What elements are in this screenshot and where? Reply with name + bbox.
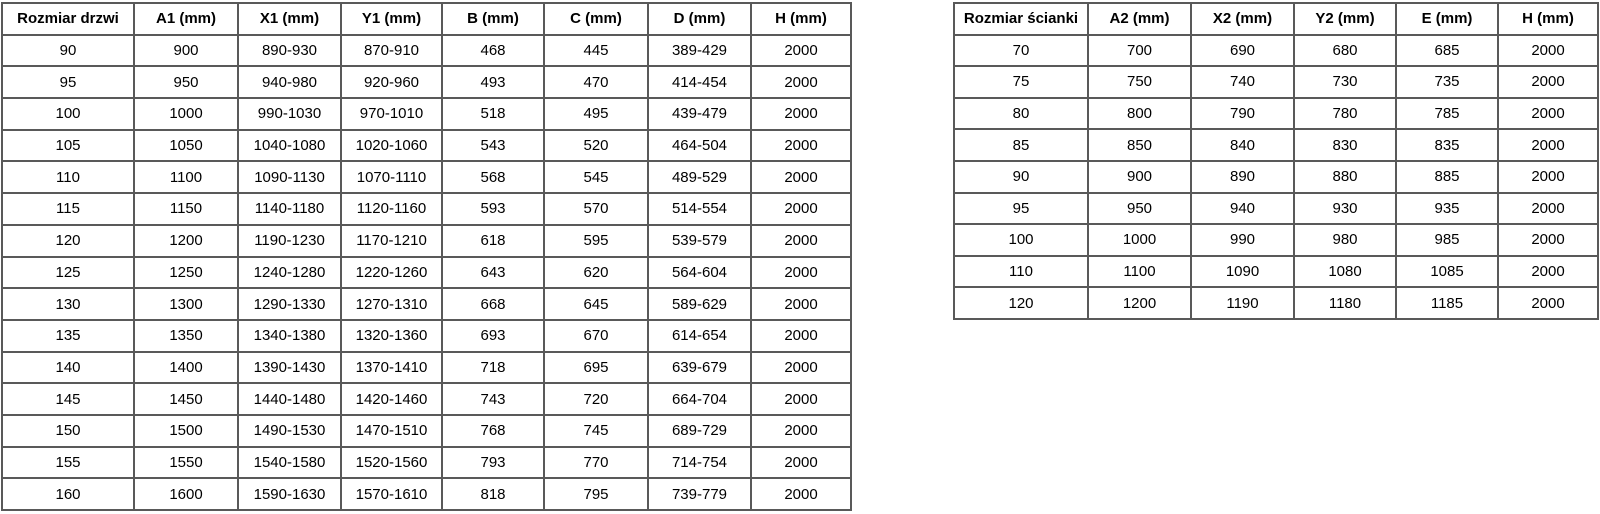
column-header: C (mm) xyxy=(544,3,648,35)
table-cell: 2000 xyxy=(751,352,851,384)
table-cell: 718 xyxy=(442,352,544,384)
table-cell: 1440-1480 xyxy=(238,383,341,415)
table-cell: 1590-1630 xyxy=(238,478,341,510)
table-cell: 695 xyxy=(544,352,648,384)
table-cell: 464-504 xyxy=(648,130,751,162)
table-cell: 870-910 xyxy=(341,35,442,67)
table-row xyxy=(954,35,1598,67)
table-cell: 990-1030 xyxy=(238,98,341,130)
table-cell: 780 xyxy=(1294,98,1396,130)
table-cell: 589-629 xyxy=(648,288,751,320)
table-cell: 2000 xyxy=(751,225,851,257)
table-cell: 120 xyxy=(954,287,1088,319)
table-cell: 668 xyxy=(442,288,544,320)
table-cell: 940 xyxy=(1191,193,1294,225)
table-cell: 514-554 xyxy=(648,193,751,225)
table-cell: 1150 xyxy=(134,193,238,225)
column-header: A2 (mm) xyxy=(1088,3,1191,35)
table-cell: 2000 xyxy=(751,257,851,289)
table-cell: 2000 xyxy=(751,98,851,130)
table-cell: 2000 xyxy=(1498,129,1598,161)
table-cell: 90 xyxy=(2,35,134,67)
table-cell: 120 xyxy=(2,225,134,257)
table-cell: 155 xyxy=(2,447,134,479)
table-cell: 539-579 xyxy=(648,225,751,257)
table-cell: 1185 xyxy=(1396,287,1498,319)
column-header: X2 (mm) xyxy=(1191,3,1294,35)
table-row xyxy=(954,161,1598,193)
header-row xyxy=(954,3,1598,35)
table-cell: 1540-1580 xyxy=(238,447,341,479)
table-cell: 990 xyxy=(1191,224,1294,256)
table-cell: 950 xyxy=(1088,193,1191,225)
table-cell: 1120-1160 xyxy=(341,193,442,225)
table-cell: 495 xyxy=(544,98,648,130)
table-cell: 1420-1460 xyxy=(341,383,442,415)
table-cell: 1020-1060 xyxy=(341,130,442,162)
table-cell: 100 xyxy=(2,98,134,130)
table-cell: 2000 xyxy=(1498,35,1598,67)
table-cell: 489-529 xyxy=(648,161,751,193)
table-cell: 768 xyxy=(442,415,544,447)
table-cell: 140 xyxy=(2,352,134,384)
table-cell: 1490-1530 xyxy=(238,415,341,447)
table-cell: 1080 xyxy=(1294,256,1396,288)
table-cell: 920-960 xyxy=(341,66,442,98)
table-cell: 1200 xyxy=(134,225,238,257)
column-header: H (mm) xyxy=(751,3,851,35)
table-cell: 1100 xyxy=(1088,256,1191,288)
table-cell: 880 xyxy=(1294,161,1396,193)
table-cell: 639-679 xyxy=(648,352,751,384)
table-cell: 2000 xyxy=(751,35,851,67)
table-cell: 2000 xyxy=(1498,224,1598,256)
table-cell: 439-479 xyxy=(648,98,751,130)
table-cell: 570 xyxy=(544,193,648,225)
column-header: Y2 (mm) xyxy=(1294,3,1396,35)
column-header: D (mm) xyxy=(648,3,751,35)
table-cell: 518 xyxy=(442,98,544,130)
table-cell: 1000 xyxy=(134,98,238,130)
column-header: A1 (mm) xyxy=(134,3,238,35)
table-cell: 785 xyxy=(1396,98,1498,130)
table-cell: 618 xyxy=(442,225,544,257)
table-row xyxy=(954,224,1598,256)
table-cell: 790 xyxy=(1191,98,1294,130)
table-cell: 614-654 xyxy=(648,320,751,352)
table-cell: 940-980 xyxy=(238,66,341,98)
table-cell: 1520-1560 xyxy=(341,447,442,479)
table-cell: 1190 xyxy=(1191,287,1294,319)
table-row xyxy=(2,193,851,225)
table-row xyxy=(2,415,851,447)
table-cell: 685 xyxy=(1396,35,1498,67)
table-cell: 643 xyxy=(442,257,544,289)
table-cell: 2000 xyxy=(751,478,851,510)
column-header: E (mm) xyxy=(1396,3,1498,35)
table-row xyxy=(954,129,1598,161)
table-cell: 985 xyxy=(1396,224,1498,256)
table-cell: 593 xyxy=(442,193,544,225)
table-cell: 818 xyxy=(442,478,544,510)
table-row xyxy=(954,256,1598,288)
table-cell: 690 xyxy=(1191,35,1294,67)
table-cell: 1040-1080 xyxy=(238,130,341,162)
table-row xyxy=(2,98,851,130)
table-cell: 1170-1210 xyxy=(341,225,442,257)
table-row xyxy=(2,161,851,193)
table-cell: 935 xyxy=(1396,193,1498,225)
table-row xyxy=(2,320,851,352)
table-cell: 620 xyxy=(544,257,648,289)
table-cell: 750 xyxy=(1088,66,1191,98)
table-cell: 130 xyxy=(2,288,134,320)
table-cell: 739-779 xyxy=(648,478,751,510)
table-cell: 740 xyxy=(1191,66,1294,98)
table-cell: 1350 xyxy=(134,320,238,352)
table-cell: 1200 xyxy=(1088,287,1191,319)
table-cell: 680 xyxy=(1294,35,1396,67)
table-cell: 1400 xyxy=(134,352,238,384)
table-cell: 2000 xyxy=(751,161,851,193)
table-cell: 664-704 xyxy=(648,383,751,415)
table-row xyxy=(2,225,851,257)
table-cell: 1090 xyxy=(1191,256,1294,288)
table-cell: 730 xyxy=(1294,66,1396,98)
table-cell: 1300 xyxy=(134,288,238,320)
table-cell: 743 xyxy=(442,383,544,415)
table-row xyxy=(954,287,1598,319)
table-cell: 85 xyxy=(954,129,1088,161)
table-cell: 1450 xyxy=(134,383,238,415)
table-cell: 1270-1310 xyxy=(341,288,442,320)
table-cell: 1220-1260 xyxy=(341,257,442,289)
table-cell: 2000 xyxy=(1498,287,1598,319)
table-cell: 980 xyxy=(1294,224,1396,256)
table-cell: 1250 xyxy=(134,257,238,289)
table-cell: 1320-1360 xyxy=(341,320,442,352)
table-cell: 745 xyxy=(544,415,648,447)
table-cell: 1500 xyxy=(134,415,238,447)
table-cell: 543 xyxy=(442,130,544,162)
table-cell: 80 xyxy=(954,98,1088,130)
table-cell: 793 xyxy=(442,447,544,479)
table-row xyxy=(2,478,851,510)
table-cell: 830 xyxy=(1294,129,1396,161)
table-cell: 2000 xyxy=(751,193,851,225)
table-cell: 95 xyxy=(954,193,1088,225)
column-header: B (mm) xyxy=(442,3,544,35)
table-cell: 2000 xyxy=(1498,193,1598,225)
table-cell: 885 xyxy=(1396,161,1498,193)
table-cell: 800 xyxy=(1088,98,1191,130)
table-cell: 1570-1610 xyxy=(341,478,442,510)
table-cell: 1180 xyxy=(1294,287,1396,319)
table-cell: 468 xyxy=(442,35,544,67)
table-row xyxy=(2,35,851,67)
table-cell: 1470-1510 xyxy=(341,415,442,447)
table-cell: 445 xyxy=(544,35,648,67)
table-row xyxy=(2,66,851,98)
table-cell: 110 xyxy=(954,256,1088,288)
column-header: Y1 (mm) xyxy=(341,3,442,35)
column-header: X1 (mm) xyxy=(238,3,341,35)
table-cell: 735 xyxy=(1396,66,1498,98)
column-header: H (mm) xyxy=(1498,3,1598,35)
table-cell: 595 xyxy=(544,225,648,257)
table-cell: 2000 xyxy=(1498,66,1598,98)
table-cell: 2000 xyxy=(1498,256,1598,288)
table-cell: 135 xyxy=(2,320,134,352)
table-row xyxy=(2,288,851,320)
table-cell: 689-729 xyxy=(648,415,751,447)
table-cell: 564-604 xyxy=(648,257,751,289)
table-cell: 890-930 xyxy=(238,35,341,67)
table-cell: 90 xyxy=(954,161,1088,193)
table-cell: 1085 xyxy=(1396,256,1498,288)
table-cell: 850 xyxy=(1088,129,1191,161)
table-cell: 930 xyxy=(1294,193,1396,225)
table-cell: 720 xyxy=(544,383,648,415)
table-cell: 115 xyxy=(2,193,134,225)
table-cell: 1240-1280 xyxy=(238,257,341,289)
table-cell: 125 xyxy=(2,257,134,289)
table-cell: 2000 xyxy=(1498,98,1598,130)
table-cell: 520 xyxy=(544,130,648,162)
table-cell: 545 xyxy=(544,161,648,193)
table-cell: 2000 xyxy=(751,447,851,479)
table-row xyxy=(2,447,851,479)
table-cell: 1100 xyxy=(134,161,238,193)
header-row xyxy=(2,3,851,35)
table-cell: 950 xyxy=(134,66,238,98)
table-cell: 1550 xyxy=(134,447,238,479)
table-cell: 645 xyxy=(544,288,648,320)
table-cell: 470 xyxy=(544,66,648,98)
table-cell: 770 xyxy=(544,447,648,479)
table-cell: 70 xyxy=(954,35,1088,67)
column-header: Rozmiar ścianki xyxy=(954,3,1088,35)
table-cell: 1090-1130 xyxy=(238,161,341,193)
table-cell: 568 xyxy=(442,161,544,193)
table-cell: 700 xyxy=(1088,35,1191,67)
table-cell: 1290-1330 xyxy=(238,288,341,320)
table-cell: 2000 xyxy=(751,288,851,320)
table-cell: 160 xyxy=(2,478,134,510)
table-cell: 1390-1430 xyxy=(238,352,341,384)
table-cell: 2000 xyxy=(751,415,851,447)
table-cell: 795 xyxy=(544,478,648,510)
table-row xyxy=(2,383,851,415)
table-cell: 670 xyxy=(544,320,648,352)
table-cell: 100 xyxy=(954,224,1088,256)
table-cell: 1050 xyxy=(134,130,238,162)
table-cell: 105 xyxy=(2,130,134,162)
table-cell: 1140-1180 xyxy=(238,193,341,225)
table-cell: 2000 xyxy=(751,383,851,415)
table-cell: 900 xyxy=(134,35,238,67)
table-row xyxy=(2,352,851,384)
table-cell: 1340-1380 xyxy=(238,320,341,352)
table-cell: 145 xyxy=(2,383,134,415)
wall-size-table xyxy=(953,2,1599,320)
table-row xyxy=(2,130,851,162)
table-cell: 970-1010 xyxy=(341,98,442,130)
table-cell: 2000 xyxy=(751,66,851,98)
table-row xyxy=(2,257,851,289)
table-cell: 890 xyxy=(1191,161,1294,193)
table-cell: 693 xyxy=(442,320,544,352)
door-size-table xyxy=(1,2,852,511)
column-header: Rozmiar drzwi xyxy=(2,3,134,35)
table-cell: 2000 xyxy=(751,320,851,352)
table-cell: 840 xyxy=(1191,129,1294,161)
table-row xyxy=(954,66,1598,98)
table-cell: 95 xyxy=(2,66,134,98)
table-cell: 1190-1230 xyxy=(238,225,341,257)
table-cell: 714-754 xyxy=(648,447,751,479)
table-cell: 900 xyxy=(1088,161,1191,193)
table-cell: 75 xyxy=(954,66,1088,98)
table-cell: 2000 xyxy=(1498,161,1598,193)
table-cell: 110 xyxy=(2,161,134,193)
table-cell: 389-429 xyxy=(648,35,751,67)
table-cell: 414-454 xyxy=(648,66,751,98)
table-cell: 2000 xyxy=(751,130,851,162)
table-row xyxy=(954,193,1598,225)
table-cell: 1070-1110 xyxy=(341,161,442,193)
table-cell: 1600 xyxy=(134,478,238,510)
table-cell: 150 xyxy=(2,415,134,447)
table-cell: 1370-1410 xyxy=(341,352,442,384)
table-cell: 1000 xyxy=(1088,224,1191,256)
table-cell: 835 xyxy=(1396,129,1498,161)
table-cell: 493 xyxy=(442,66,544,98)
table-row xyxy=(954,98,1598,130)
